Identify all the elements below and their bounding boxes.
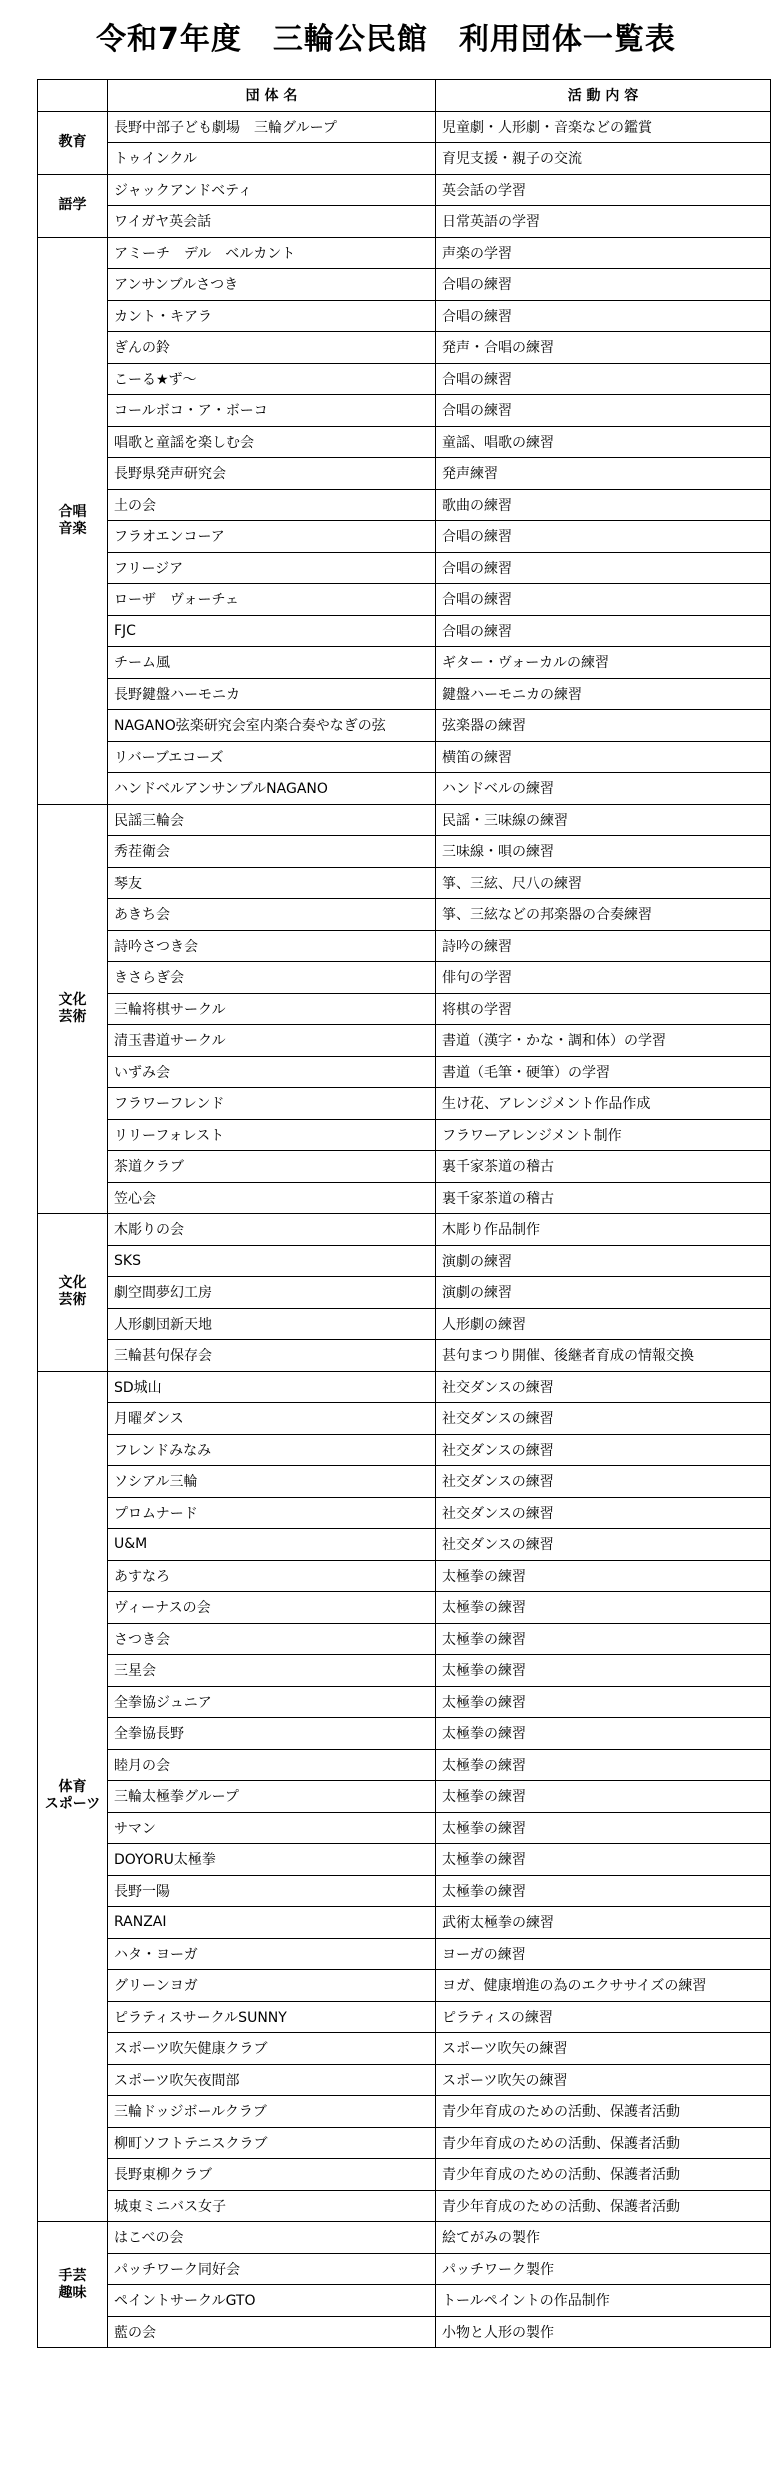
table-row [38, 143, 771, 175]
category-label: 語学 [58, 197, 87, 213]
group-name-cell: パッチワーク同好会 [108, 2253, 436, 2285]
group-name-cell: 長野鍵盤ハーモニカ [108, 678, 436, 710]
group-name-cell: 長野中部子ども劇場 三輪グループ [108, 111, 436, 143]
activity-cell: 青少年育成のための活動、保護者活動 [436, 2127, 771, 2159]
activity-cell: 児童劇・人形劇・音楽などの鑑賞 [436, 111, 771, 143]
group-name-cell: 藍の会 [108, 2316, 436, 2348]
activity-cell: 民謡・三味線の練習 [436, 804, 771, 836]
activity-cell: 太極拳の練習 [436, 1812, 771, 1844]
table-row [38, 237, 771, 269]
activity-cell: 生け花、アレンジメント作品作成 [436, 1088, 771, 1120]
table-row [38, 615, 771, 647]
table-row [38, 836, 771, 868]
group-name-cell: チーム風 [108, 647, 436, 679]
table-row [38, 678, 771, 710]
activity-cell: 裏千家茶道の稽古 [436, 1151, 771, 1183]
table-row [38, 332, 771, 364]
table-row [38, 1970, 771, 2002]
activity-cell: 将棋の学習 [436, 993, 771, 1025]
table-row [38, 489, 771, 521]
activity-cell: 横笛の練習 [436, 741, 771, 773]
group-name-cell: アンサンブルさつき [108, 269, 436, 301]
table-row [38, 1056, 771, 1088]
group-name-cell: 民謡三輪会 [108, 804, 436, 836]
group-name-cell: 睦月の会 [108, 1749, 436, 1781]
activity-cell: 太極拳の練習 [436, 1623, 771, 1655]
table-row [38, 962, 771, 994]
activity-cell: 社交ダンスの練習 [436, 1371, 771, 1403]
activity-cell: 童謡、唱歌の練習 [436, 426, 771, 458]
activity-cell: 社交ダンスの練習 [436, 1466, 771, 1498]
group-name-cell: リリーフォレスト [108, 1119, 436, 1151]
activity-cell: 発声・合唱の練習 [436, 332, 771, 364]
group-name-cell: ジャックアンドベティ [108, 174, 436, 206]
activity-cell: ヨーガの練習 [436, 1938, 771, 1970]
group-name-cell: ローザ ヴォーチェ [108, 584, 436, 616]
group-name-cell: 全拳協長野 [108, 1718, 436, 1750]
group-name-cell: あきち会 [108, 899, 436, 931]
table-row [38, 2222, 771, 2254]
group-name-cell: フレンドみなみ [108, 1434, 436, 1466]
group-name-cell: きさらぎ会 [108, 962, 436, 994]
table-row [38, 1655, 771, 1687]
category-label: 体育 [58, 1779, 87, 1796]
group-name-cell: ピラティスサークルSUNNY [108, 2001, 436, 2033]
activity-cell: 社交ダンスの練習 [436, 1497, 771, 1529]
table-row [38, 1119, 771, 1151]
table-row [38, 1718, 771, 1750]
activity-cell: 書道（漢字・かな・調和体）の学習 [436, 1025, 771, 1057]
category-label: 教育 [58, 134, 87, 150]
table-row [38, 552, 771, 584]
activity-cell: 箏、三絃、尺八の練習 [436, 867, 771, 899]
table-row [38, 174, 771, 206]
activity-cell: 合唱の練習 [436, 584, 771, 616]
activity-cell: 合唱の練習 [436, 395, 771, 427]
table-row [38, 1371, 771, 1403]
activity-cell: 合唱の練習 [436, 269, 771, 301]
table-row [38, 710, 771, 742]
group-name-cell: ペイントサークルGTO [108, 2285, 436, 2317]
group-name-cell: スポーツ吹矢夜間部 [108, 2064, 436, 2096]
table-row [38, 1623, 771, 1655]
category-label: 芸術 [58, 1008, 87, 1025]
group-name-cell: フラワーフレンド [108, 1088, 436, 1120]
group-name-cell: カント・キアラ [108, 300, 436, 332]
activity-cell: 社交ダンスの練習 [436, 1403, 771, 1435]
activity-cell: 青少年育成のための活動、保護者活動 [436, 2190, 771, 2222]
group-name-cell: 秀茬衛会 [108, 836, 436, 868]
group-name-cell: 土の会 [108, 489, 436, 521]
group-name-cell: 琴友 [108, 867, 436, 899]
activity-cell: 木彫り作品制作 [436, 1214, 771, 1246]
activity-cell: 三味線・唄の練習 [436, 836, 771, 868]
group-name-cell: サマン [108, 1812, 436, 1844]
category-label: 文化 [58, 1275, 87, 1292]
group-name-cell: 三輪将棋サークル [108, 993, 436, 1025]
category-cell [38, 804, 108, 1214]
group-name-cell: 長野東柳クラブ [108, 2159, 436, 2191]
group-name-cell: 月曜ダンス [108, 1403, 436, 1435]
group-name-cell: アミーチ デル ベルカント [108, 237, 436, 269]
activity-cell: 裏千家茶道の稽古 [436, 1182, 771, 1214]
header-activity: 活 動 内 容 [436, 80, 771, 112]
activity-cell: 社交ダンスの練習 [436, 1434, 771, 1466]
group-name-cell: 長野県発声研究会 [108, 458, 436, 490]
table-row [38, 395, 771, 427]
activity-cell: 英会話の学習 [436, 174, 771, 206]
activity-cell: 日常英語の学習 [436, 206, 771, 238]
table-row [38, 1214, 771, 1246]
activity-cell: 絵てがみの製作 [436, 2222, 771, 2254]
group-name-cell: フラオエンコーア [108, 521, 436, 553]
table-row [38, 426, 771, 458]
activity-cell: 歌曲の練習 [436, 489, 771, 521]
group-name-cell: 木彫りの会 [108, 1214, 436, 1246]
category-label: 芸術 [58, 1292, 87, 1309]
group-name-cell: いずみ会 [108, 1056, 436, 1088]
table-row [38, 2001, 771, 2033]
activity-cell: 人形劇の練習 [436, 1308, 771, 1340]
activity-cell: 演劇の練習 [436, 1277, 771, 1309]
activity-cell: フラワーアレンジメント制作 [436, 1119, 771, 1151]
activity-cell: 太極拳の練習 [436, 1875, 771, 1907]
activity-cell: 書道（毛筆・硬筆）の学習 [436, 1056, 771, 1088]
category-cell [38, 237, 108, 804]
table-row [38, 1781, 771, 1813]
table-row [38, 741, 771, 773]
group-name-cell: FJC [108, 615, 436, 647]
group-name-cell: RANZAI [108, 1907, 436, 1939]
group-name-cell: 人形劇団新天地 [108, 1308, 436, 1340]
category-label: 趣味 [58, 2284, 87, 2301]
table-row [38, 1907, 771, 1939]
group-name-cell: NAGANO弦楽研究会室内楽合奏やなぎの弦 [108, 710, 436, 742]
table-row [38, 1340, 771, 1372]
activity-cell: 甚句まつり開催、後継者育成の情報交換 [436, 1340, 771, 1372]
activity-cell: 青少年育成のための活動、保護者活動 [436, 2096, 771, 2128]
table-row [38, 2316, 771, 2348]
table-row [38, 1844, 771, 1876]
table-row [38, 1592, 771, 1624]
activity-cell: ピラティスの練習 [436, 2001, 771, 2033]
group-name-cell: 劇空間夢幻工房 [108, 1277, 436, 1309]
group-name-cell: U&M [108, 1529, 436, 1561]
activity-cell: トールペイントの作品制作 [436, 2285, 771, 2317]
table-row [38, 1466, 771, 1498]
group-name-cell: スポーツ吹矢健康クラブ [108, 2033, 436, 2065]
table-row [38, 1245, 771, 1277]
group-name-cell: 全拳協ジュニア [108, 1686, 436, 1718]
activity-cell: 青少年育成のための活動、保護者活動 [436, 2159, 771, 2191]
activity-cell: 発声練習 [436, 458, 771, 490]
activity-cell: 太極拳の練習 [436, 1781, 771, 1813]
group-roster-table [37, 79, 771, 2348]
activity-cell: 太極拳の練習 [436, 1560, 771, 1592]
activity-cell: 太極拳の練習 [436, 1844, 771, 1876]
table-row [38, 2190, 771, 2222]
activity-cell: 合唱の練習 [436, 363, 771, 395]
activity-cell: 太極拳の練習 [436, 1718, 771, 1750]
group-name-cell: DOYORU太極拳 [108, 1844, 436, 1876]
category-cell [38, 2222, 108, 2348]
activity-cell: 俳句の学習 [436, 962, 771, 994]
activity-cell: 声楽の学習 [436, 237, 771, 269]
table-row [38, 1749, 771, 1781]
group-name-cell: SD城山 [108, 1371, 436, 1403]
group-name-cell: 城東ミニバス女子 [108, 2190, 436, 2222]
group-name-cell: リバーブエコーズ [108, 741, 436, 773]
activity-cell: 太極拳の練習 [436, 1749, 771, 1781]
activity-cell: ギター・ヴォーカルの練習 [436, 647, 771, 679]
group-name-cell: コールボコ・ア・ボーコ [108, 395, 436, 427]
activity-cell: 武術太極拳の練習 [436, 1907, 771, 1939]
table-row [38, 1151, 771, 1183]
activity-cell: 合唱の練習 [436, 300, 771, 332]
table-row [38, 1025, 771, 1057]
table-row [38, 1403, 771, 1435]
group-name-cell: 茶道クラブ [108, 1151, 436, 1183]
table-row [38, 1182, 771, 1214]
table-row [38, 867, 771, 899]
table-row [38, 1938, 771, 1970]
activity-cell: 太極拳の練習 [436, 1655, 771, 1687]
group-name-cell: 唱歌と童謡を楽しむ会 [108, 426, 436, 458]
table-row [38, 1560, 771, 1592]
table-row [38, 804, 771, 836]
group-name-cell: 長野一陽 [108, 1875, 436, 1907]
category-cell [38, 1214, 108, 1372]
group-name-cell: あすなろ [108, 1560, 436, 1592]
activity-cell: スポーツ吹矢の練習 [436, 2033, 771, 2065]
table-row [38, 1434, 771, 1466]
table-row [38, 458, 771, 490]
activity-cell: 育児支援・親子の交流 [436, 143, 771, 175]
header-category [38, 80, 108, 112]
group-name-cell: トゥインクル [108, 143, 436, 175]
group-name-cell: 笠心会 [108, 1182, 436, 1214]
table-row [38, 2159, 771, 2191]
header-row [38, 80, 771, 112]
group-name-cell: 柳町ソフトテニスクラブ [108, 2127, 436, 2159]
table-row [38, 1277, 771, 1309]
group-name-cell: はこべの会 [108, 2222, 436, 2254]
activity-cell: 鍵盤ハーモニカの練習 [436, 678, 771, 710]
activity-cell: 合唱の練習 [436, 615, 771, 647]
category-label: 合唱 [58, 503, 87, 520]
activity-cell: 箏、三絃などの邦楽器の合奏練習 [436, 899, 771, 931]
activity-cell: 合唱の練習 [436, 552, 771, 584]
category-label: 手芸 [58, 2267, 87, 2284]
group-name-cell: ぎんの鈴 [108, 332, 436, 364]
group-name-cell: SKS [108, 1245, 436, 1277]
group-name-cell: 三輪太極拳グループ [108, 1781, 436, 1813]
table-row [38, 269, 771, 301]
group-name-cell: ハタ・ヨーガ [108, 1938, 436, 1970]
group-name-cell: 清玉書道サークル [108, 1025, 436, 1057]
roster-body [38, 111, 771, 2348]
group-name-cell: フリージア [108, 552, 436, 584]
activity-cell: 太極拳の練習 [436, 1592, 771, 1624]
table-row [38, 2096, 771, 2128]
table-row [38, 773, 771, 805]
table-row [38, 2127, 771, 2159]
category-cell [38, 111, 108, 174]
table-row [38, 1686, 771, 1718]
activity-cell: 弦楽器の練習 [436, 710, 771, 742]
group-name-cell: ヴィーナスの会 [108, 1592, 436, 1624]
table-row [38, 993, 771, 1025]
table-row [38, 2064, 771, 2096]
category-label: 音楽 [58, 520, 87, 537]
table-row [38, 521, 771, 553]
category-label: スポーツ [44, 1796, 101, 1813]
group-name-cell: さつき会 [108, 1623, 436, 1655]
table-row [38, 2253, 771, 2285]
activity-cell: ヨガ、健康増進の為のエクササイズの練習 [436, 1970, 771, 2002]
activity-cell: 合唱の練習 [436, 521, 771, 553]
group-name-cell: プロムナード [108, 1497, 436, 1529]
category-cell [38, 174, 108, 237]
header-group-name: 団 体 名 [108, 80, 436, 112]
table-row [38, 1497, 771, 1529]
table-row [38, 206, 771, 238]
table-row [38, 1088, 771, 1120]
table-row [38, 2033, 771, 2065]
group-name-cell: ソシアル三輪 [108, 1466, 436, 1498]
activity-cell: 演劇の練習 [436, 1245, 771, 1277]
group-name-cell: グリーンヨガ [108, 1970, 436, 2002]
group-name-cell: ハンドベルアンサンブルNAGANO [108, 773, 436, 805]
activity-cell: 小物と人形の製作 [436, 2316, 771, 2348]
table-row [38, 2285, 771, 2317]
category-label: 文化 [58, 991, 87, 1008]
table-row [38, 647, 771, 679]
activity-cell: 太極拳の練習 [436, 1686, 771, 1718]
category-cell [38, 1371, 108, 2222]
table-row [38, 584, 771, 616]
table-row [38, 1812, 771, 1844]
activity-cell: パッチワーク製作 [436, 2253, 771, 2285]
table-row [38, 111, 771, 143]
page-title: 令和7年度 三輪公民館 利用団体一覧表 [96, 22, 676, 57]
activity-cell: ハンドベルの練習 [436, 773, 771, 805]
activity-cell: 社交ダンスの練習 [436, 1529, 771, 1561]
table-row [38, 300, 771, 332]
table-row [38, 899, 771, 931]
group-name-cell: 三輪甚句保存会 [108, 1340, 436, 1372]
activity-cell: 詩吟の練習 [436, 930, 771, 962]
table-row [38, 1875, 771, 1907]
table-row [38, 1529, 771, 1561]
group-name-cell: 三星会 [108, 1655, 436, 1687]
group-name-cell: 三輪ドッジボールクラブ [108, 2096, 436, 2128]
group-name-cell: 詩吟さつき会 [108, 930, 436, 962]
table-row [38, 930, 771, 962]
group-name-cell: こーる★ず～ [108, 363, 436, 395]
activity-cell: スポーツ吹矢の練習 [436, 2064, 771, 2096]
table-row [38, 1308, 771, 1340]
table-row [38, 363, 771, 395]
group-name-cell: ワイガヤ英会話 [108, 206, 436, 238]
